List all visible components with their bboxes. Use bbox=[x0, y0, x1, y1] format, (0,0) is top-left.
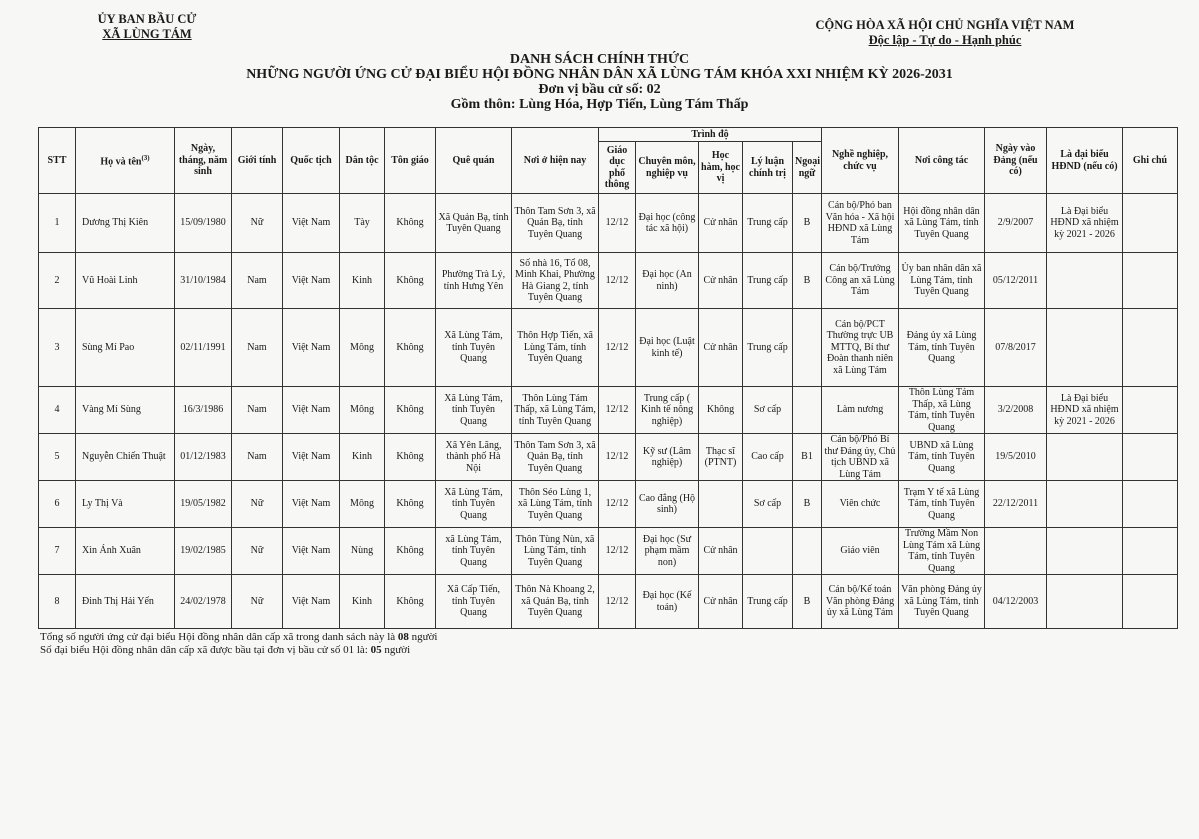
col-note: Ghi chú bbox=[1123, 128, 1178, 194]
cell-religion: Không bbox=[385, 434, 436, 481]
col-political: Lý luận chính trị bbox=[743, 142, 793, 194]
national-title: CỘNG HÒA XÃ HỘI CHỦ NGHĨA VIỆT NAM bbox=[815, 18, 1075, 32]
footnotes bbox=[40, 631, 438, 657]
cell-religion: Không bbox=[385, 309, 436, 387]
cell-general-edu: 12/12 bbox=[599, 253, 636, 309]
table-header bbox=[39, 128, 1178, 194]
cell-occupation: Giáo viên bbox=[822, 528, 899, 575]
cell-hometown: Xã Lùng Tám, tỉnh Tuyên Quang bbox=[436, 309, 512, 387]
cell-nationality: Việt Nam bbox=[283, 253, 340, 309]
col-general-edu: Giáo dục phổ thông bbox=[599, 142, 636, 194]
national-motto: Độc lập - Tự do - Hạnh phúc bbox=[868, 33, 1022, 47]
cell-gender: Nam bbox=[232, 434, 283, 481]
cell-note bbox=[1123, 194, 1178, 253]
cell-residence: Thôn Lùng Tám Thấp, xã Lùng Tám, tỉnh Tuyên Quang bbox=[512, 387, 599, 434]
cell-language bbox=[793, 387, 822, 434]
cell-language: B1 bbox=[793, 434, 822, 481]
cell-language: B bbox=[793, 253, 822, 309]
col-party-date: Ngày vào Đảng (nếu có) bbox=[985, 128, 1047, 194]
elected-count-value: 05 bbox=[370, 644, 382, 656]
cell-dob: 19/02/1985 bbox=[175, 528, 232, 575]
cell-note bbox=[1123, 253, 1178, 309]
cell-name: Sùng Mí Pao bbox=[76, 309, 175, 387]
cell-occupation: Cán bộ/PCT Thường trực UB MTTQ, Bí thư Đoàn thanh niên xã Lùng Tám bbox=[822, 309, 899, 387]
cell-political: Trung cấp bbox=[743, 309, 793, 387]
cell-party-date: 3/2/2008 bbox=[985, 387, 1047, 434]
cell-gender: Nữ bbox=[232, 481, 283, 528]
cell-delegate: Là Đại biểu HĐND xã nhiệm kỳ 2021 - 2026 bbox=[1047, 387, 1123, 434]
cell-residence: Thôn Hợp Tiến, xã Lùng Tám, tỉnh Tuyên Quang bbox=[512, 309, 599, 387]
cell-gender: Nam bbox=[232, 253, 283, 309]
cell-stt: 8 bbox=[39, 575, 76, 629]
cell-workplace: Ủy ban nhân dân xã Lùng Tám, tỉnh Tuyên Quang bbox=[899, 253, 985, 309]
col-residence: Nơi ở hiện nay bbox=[512, 128, 599, 194]
cell-party-date: 05/12/2011 bbox=[985, 253, 1047, 309]
cell-workplace: UBND xã Lùng Tám, tỉnh Tuyên Quang bbox=[899, 434, 985, 481]
cell-workplace: Trạm Y tế xã Lùng Tám, tỉnh Tuyên Quang bbox=[899, 481, 985, 528]
cell-stt: 2 bbox=[39, 253, 76, 309]
cell-occupation: Cán bộ/Phó Bí thư Đảng ủy, Chủ tịch UBND xã Lùng Tám bbox=[822, 434, 899, 481]
cell-degree: Cử nhân bbox=[699, 194, 743, 253]
cell-dob: 16/3/1986 bbox=[175, 387, 232, 434]
national-header bbox=[780, 18, 1110, 48]
cell-ethnicity: Mông bbox=[340, 387, 385, 434]
cell-delegate bbox=[1047, 481, 1123, 528]
cell-political: Sơ cấp bbox=[743, 387, 793, 434]
cell-specialty: Đại học (An ninh) bbox=[636, 253, 699, 309]
cell-name: Vàng Mí Sùng bbox=[76, 387, 175, 434]
cell-ethnicity: Kinh bbox=[340, 253, 385, 309]
cell-degree: Thạc sĩ (PTNT) bbox=[699, 434, 743, 481]
cell-hometown: xã Lùng Tám, tỉnh Tuyên Quang bbox=[436, 528, 512, 575]
col-dob: Ngày, tháng, năm sinh bbox=[175, 128, 232, 194]
cell-note bbox=[1123, 434, 1178, 481]
col-workplace: Nơi công tác bbox=[899, 128, 985, 194]
issuer-line1: ỦY BAN BẦU CỬ bbox=[97, 12, 197, 26]
cell-nationality: Việt Nam bbox=[283, 434, 340, 481]
issuer-header bbox=[62, 12, 232, 42]
document-titles bbox=[0, 52, 1199, 112]
cell-gender: Nam bbox=[232, 387, 283, 434]
cell-nationality: Việt Nam bbox=[283, 528, 340, 575]
cell-political: Sơ cấp bbox=[743, 481, 793, 528]
cell-residence: Thôn Séo Lùng 1, xã Lùng Tám, tỉnh Tuyên Quang bbox=[512, 481, 599, 528]
cell-workplace: Hội đồng nhân dân xã Lùng Tám, tỉnh Tuyên Quang bbox=[899, 194, 985, 253]
cell-political: Trung cấp bbox=[743, 253, 793, 309]
cell-workplace: Trường Mầm Non Lùng Tám xã Lùng Tám, tỉnh Tuyên Quang bbox=[899, 528, 985, 575]
total-candidates-note: Tổng số người ứng cử đại biểu Hội đồng nhân dân cấp xã trong danh sách này là 08 người bbox=[40, 631, 438, 643]
cell-workplace: Thôn Lùng Tám Thấp, xã Lùng Tám, tỉnh Tuyên Quang bbox=[899, 387, 985, 434]
doc-subtitle: NHỮNG NGƯỜI ỨNG CỬ ĐẠI BIỂU HỘI ĐỒNG NHÂN DÂN XÃ LÙNG TÁM KHÓA XXI NHIỆM KỲ 2026-2031 bbox=[246, 67, 953, 82]
cell-ethnicity: Mông bbox=[340, 481, 385, 528]
col-gender: Giới tính bbox=[232, 128, 283, 194]
cell-occupation: Làm nương bbox=[822, 387, 899, 434]
cell-nationality: Việt Nam bbox=[283, 194, 340, 253]
cell-degree bbox=[699, 481, 743, 528]
cell-workplace: Văn phòng Đảng ủy xã Lùng Tám, tỉnh Tuyên Quang bbox=[899, 575, 985, 629]
cell-name: Đinh Thị Hải Yến bbox=[76, 575, 175, 629]
cell-gender: Nữ bbox=[232, 575, 283, 629]
col-nationality: Quốc tịch bbox=[283, 128, 340, 194]
cell-residence: Thôn Tùng Nùn, xã Lùng Tám, tỉnh Tuyên Quang bbox=[512, 528, 599, 575]
cell-occupation: Viên chức bbox=[822, 481, 899, 528]
cell-political: Cao cấp bbox=[743, 434, 793, 481]
cell-degree: Cử nhân bbox=[699, 253, 743, 309]
cell-general-edu: 12/12 bbox=[599, 194, 636, 253]
col-specialty: Chuyên môn, nghiệp vụ bbox=[636, 142, 699, 194]
cell-hometown: Xã Yên Lãng, thành phố Hà Nội bbox=[436, 434, 512, 481]
cell-residence: Số nhà 16, Tổ 08, Minh Khai, Phường Hà Giang 2, tỉnh Tuyên Quang bbox=[512, 253, 599, 309]
cell-nationality: Việt Nam bbox=[283, 309, 340, 387]
cell-specialty: Cao đẳng (Hộ sinh) bbox=[636, 481, 699, 528]
cell-specialty: Trung cấp ( Kinh tế nông nghiệp) bbox=[636, 387, 699, 434]
cell-specialty: Kỹ sư (Lâm nghiệp) bbox=[636, 434, 699, 481]
cell-ethnicity: Nùng bbox=[340, 528, 385, 575]
cell-delegate: Là Đại biểu HĐND xã nhiệm kỳ 2021 - 2026 bbox=[1047, 194, 1123, 253]
cell-ethnicity: Mông bbox=[340, 309, 385, 387]
cell-delegate bbox=[1047, 309, 1123, 387]
villages: Gồm thôn: Lùng Hóa, Hợp Tiến, Lùng Tám Thấp bbox=[450, 97, 749, 112]
cell-occupation: Cán bộ/Phó ban Văn hóa - Xã hội HĐND xã Lùng Tám bbox=[822, 194, 899, 253]
cell-general-edu: 12/12 bbox=[599, 387, 636, 434]
cell-ethnicity: Kinh bbox=[340, 434, 385, 481]
table-row bbox=[39, 528, 1178, 575]
cell-residence: Thôn Nà Khoang 2, xã Quản Bạ, tỉnh Tuyên Quang bbox=[512, 575, 599, 629]
table-row bbox=[39, 387, 1178, 434]
cell-dob: 31/10/1984 bbox=[175, 253, 232, 309]
cell-specialty: Đại học (Luật kinh tế) bbox=[636, 309, 699, 387]
cell-party-date: 19/5/2010 bbox=[985, 434, 1047, 481]
table-body bbox=[39, 194, 1178, 629]
cell-name: Ly Thị Và bbox=[76, 481, 175, 528]
cell-note bbox=[1123, 387, 1178, 434]
cell-delegate bbox=[1047, 434, 1123, 481]
cell-political bbox=[743, 528, 793, 575]
table-row bbox=[39, 253, 1178, 309]
cell-stt: 1 bbox=[39, 194, 76, 253]
cell-delegate bbox=[1047, 253, 1123, 309]
col-stt: STT bbox=[39, 128, 76, 194]
cell-specialty: Đại học (công tác xã hội) bbox=[636, 194, 699, 253]
cell-hometown: Xã Lùng Tám, tỉnh Tuyên Quang bbox=[436, 387, 512, 434]
cell-language: B bbox=[793, 481, 822, 528]
elected-count-note: Số đại biểu Hội đồng nhân dân cấp xã được bầu tại đơn vị bầu cử số 01 là: 05 người bbox=[40, 644, 411, 656]
col-occupation: Nghề nghiệp, chức vụ bbox=[822, 128, 899, 194]
cell-stt: 3 bbox=[39, 309, 76, 387]
cell-party-date: 2/9/2007 bbox=[985, 194, 1047, 253]
cell-dob: 01/12/1983 bbox=[175, 434, 232, 481]
cell-religion: Không bbox=[385, 253, 436, 309]
col-degree: Học hàm, học vị bbox=[699, 142, 743, 194]
doc-title: DANH SÁCH CHÍNH THỨC bbox=[509, 52, 690, 67]
cell-degree: Cử nhân bbox=[699, 528, 743, 575]
cell-residence: Thôn Tam Sơn 3, xã Quản Bạ, tỉnh Tuyên Quang bbox=[512, 194, 599, 253]
cell-hometown: Xã Lùng Tám, tỉnh Tuyên Quang bbox=[436, 481, 512, 528]
cell-party-date: 22/12/2011 bbox=[985, 481, 1047, 528]
cell-political: Trung cấp bbox=[743, 575, 793, 629]
cell-general-edu: 12/12 bbox=[599, 575, 636, 629]
cell-specialty: Đại học (Sư phạm mầm non) bbox=[636, 528, 699, 575]
cell-ethnicity: Kinh bbox=[340, 575, 385, 629]
cell-hometown: Xã Quản Bạ, tỉnh Tuyên Quang bbox=[436, 194, 512, 253]
cell-religion: Không bbox=[385, 528, 436, 575]
cell-degree: Không bbox=[699, 387, 743, 434]
cell-language: B bbox=[793, 575, 822, 629]
cell-religion: Không bbox=[385, 575, 436, 629]
cell-delegate bbox=[1047, 575, 1123, 629]
col-language: Ngoại ngữ bbox=[793, 142, 822, 194]
cell-nationality: Việt Nam bbox=[283, 575, 340, 629]
cell-name: Vũ Hoài Linh bbox=[76, 253, 175, 309]
table-row bbox=[39, 194, 1178, 253]
cell-political: Trung cấp bbox=[743, 194, 793, 253]
issuer-line2: XÃ LÙNG TÁM bbox=[102, 27, 192, 41]
cell-party-date bbox=[985, 528, 1047, 575]
cell-name: Xìn Ánh Xuân bbox=[76, 528, 175, 575]
cell-ethnicity: Tày bbox=[340, 194, 385, 253]
cell-nationality: Việt Nam bbox=[283, 387, 340, 434]
cell-dob: 15/09/1980 bbox=[175, 194, 232, 253]
cell-language: B bbox=[793, 194, 822, 253]
cell-stt: 6 bbox=[39, 481, 76, 528]
cell-dob: 19/05/1982 bbox=[175, 481, 232, 528]
cell-name: Dương Thị Kiên bbox=[76, 194, 175, 253]
cell-party-date: 07/8/2017 bbox=[985, 309, 1047, 387]
cell-religion: Không bbox=[385, 387, 436, 434]
cell-note bbox=[1123, 481, 1178, 528]
cell-gender: Nam bbox=[232, 309, 283, 387]
cell-language bbox=[793, 528, 822, 575]
cell-occupation: Cán bộ/Trưởng Công an xã Lùng Tám bbox=[822, 253, 899, 309]
cell-religion: Không bbox=[385, 481, 436, 528]
cell-name: Nguyễn Chiến Thuật bbox=[76, 434, 175, 481]
cell-general-edu: 12/12 bbox=[599, 481, 636, 528]
cell-dob: 24/02/1978 bbox=[175, 575, 232, 629]
cell-party-date: 04/12/2003 bbox=[985, 575, 1047, 629]
cell-stt: 5 bbox=[39, 434, 76, 481]
table-row bbox=[39, 309, 1178, 387]
cell-language bbox=[793, 309, 822, 387]
col-education-group: Trình độ bbox=[599, 128, 822, 142]
cell-degree: Cử nhân bbox=[699, 575, 743, 629]
cell-occupation: Cán bộ/Kế toán Văn phòng Đảng ủy xã Lùng Tám bbox=[822, 575, 899, 629]
cell-gender: Nữ bbox=[232, 528, 283, 575]
cell-note bbox=[1123, 575, 1178, 629]
table-row bbox=[39, 575, 1178, 629]
cell-stt: 4 bbox=[39, 387, 76, 434]
col-ethnicity: Dân tộc bbox=[340, 128, 385, 194]
cell-general-edu: 12/12 bbox=[599, 434, 636, 481]
cell-residence: Thôn Tam Sơn 3, xã Quản Bạ, tỉnh Tuyên Quang bbox=[512, 434, 599, 481]
cell-stt: 7 bbox=[39, 528, 76, 575]
table-row bbox=[39, 434, 1178, 481]
col-name: Họ và tên$^{(3)}$ bbox=[76, 128, 175, 194]
col-hometown: Quê quán bbox=[436, 128, 512, 194]
cell-dob: 02/11/1991 bbox=[175, 309, 232, 387]
table-row bbox=[39, 481, 1178, 528]
cell-specialty: Đại học (Kế toán) bbox=[636, 575, 699, 629]
cell-general-edu: 12/12 bbox=[599, 309, 636, 387]
electoral-unit: Đơn vị bầu cử số: 02 bbox=[538, 82, 661, 97]
cell-note bbox=[1123, 309, 1178, 387]
cell-nationality: Việt Nam bbox=[283, 481, 340, 528]
cell-note bbox=[1123, 528, 1178, 575]
cell-degree: Cử nhân bbox=[699, 309, 743, 387]
cell-delegate bbox=[1047, 528, 1123, 575]
cell-religion: Không bbox=[385, 194, 436, 253]
cell-general-edu: 12/12 bbox=[599, 528, 636, 575]
total-candidates-value: 08 bbox=[397, 631, 409, 643]
candidate-table bbox=[38, 127, 1178, 629]
col-religion: Tôn giáo bbox=[385, 128, 436, 194]
cell-hometown: Xã Cấp Tiến, tỉnh Tuyên Quang bbox=[436, 575, 512, 629]
cell-hometown: Phường Trà Lý, tỉnh Hưng Yên bbox=[436, 253, 512, 309]
col-delegate: Là đại biểu HĐND (nếu có) bbox=[1047, 128, 1123, 194]
cell-gender: Nữ bbox=[232, 194, 283, 253]
cell-workplace: Đảng ủy xã Lùng Tám, tỉnh Tuyên Quang bbox=[899, 309, 985, 387]
